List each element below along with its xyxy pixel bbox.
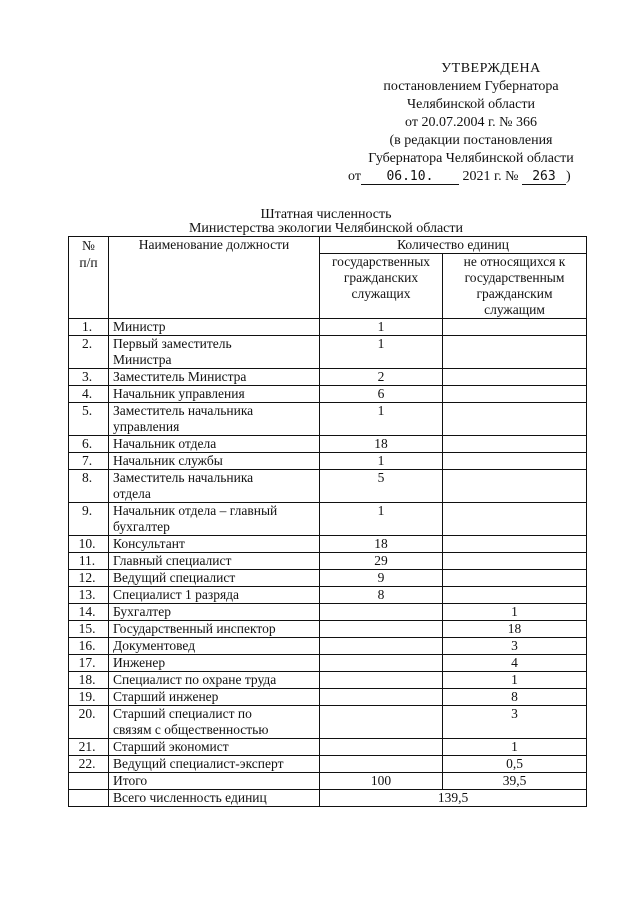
noncivil-count	[443, 503, 587, 536]
position-name: Ведущий специалист	[109, 570, 320, 587]
row-number: 4.	[69, 386, 109, 403]
table-row	[69, 369, 587, 386]
row-number: 6.	[69, 436, 109, 453]
position-name: Специалист по охране труда	[109, 672, 320, 689]
position-name: Старший инженер	[109, 689, 320, 706]
noncivil-count	[443, 470, 587, 503]
approval-date-line	[340, 168, 602, 186]
noncivil-count	[443, 436, 587, 453]
row-number: 7.	[69, 453, 109, 470]
civil-count: 29	[320, 553, 443, 570]
civil-count: 2	[320, 369, 443, 386]
noncivil-count: 1	[443, 672, 587, 689]
position-name: Начальник службы	[109, 453, 320, 470]
position-name: Старший специалист по связям с общественностью	[109, 706, 320, 739]
table-row	[69, 638, 587, 655]
row-number: 10.	[69, 536, 109, 553]
noncivil-count: 3	[443, 638, 587, 655]
row-number: 1.	[69, 319, 109, 336]
table-row	[69, 689, 587, 706]
staff-table	[68, 236, 587, 807]
document-subtitle: Министерства экологии Челябинской области	[188, 221, 463, 236]
noncivil-count: 3	[443, 706, 587, 739]
approval-year-text: 2021 г. №	[462, 169, 519, 184]
header-noncivil: не относящихся к государственным гражданским служащим	[443, 254, 587, 319]
table-row	[69, 503, 587, 536]
position-name: Начальник отдела – главный бухгалтер	[109, 503, 320, 536]
total-noncivil: 39,5	[443, 773, 587, 790]
approval-closing-paren: )	[565, 169, 571, 184]
noncivil-count	[443, 536, 587, 553]
row-number: 15.	[69, 621, 109, 638]
position-name: Министр	[109, 319, 320, 336]
table-row	[69, 403, 587, 436]
noncivil-count: 8	[443, 689, 587, 706]
total-num-cell	[69, 773, 109, 790]
table-row	[69, 536, 587, 553]
row-number: 17.	[69, 655, 109, 672]
civil-count: 1	[320, 319, 443, 336]
table-row	[69, 587, 587, 604]
civil-count: 6	[320, 386, 443, 403]
row-number: 21.	[69, 739, 109, 756]
civil-count	[320, 672, 443, 689]
row-number: 5.	[69, 403, 109, 436]
noncivil-count: 1	[443, 739, 587, 756]
header-name: Наименование должности	[109, 237, 320, 319]
noncivil-count	[443, 369, 587, 386]
civil-count: 5	[320, 470, 443, 503]
grand-total-row	[69, 790, 587, 807]
row-number: 13.	[69, 587, 109, 604]
civil-count: 1	[320, 403, 443, 436]
position-name: Начальник отдела	[109, 436, 320, 453]
approval-line: (в редакции постановления	[389, 133, 553, 148]
table-row	[69, 570, 587, 587]
approval-line: от 20.07.2004 г. № 366	[405, 115, 537, 130]
table-row	[69, 621, 587, 638]
table-row	[69, 319, 587, 336]
approval-line: Челябинской области	[407, 97, 535, 112]
position-name: Заместитель Министра	[109, 369, 320, 386]
row-number: 8.	[69, 470, 109, 503]
total-label: Итого	[109, 773, 320, 790]
document-title: Штатная численность	[260, 207, 392, 222]
header-civil: государственных гражданских служащих	[320, 254, 443, 319]
position-name: Главный специалист	[109, 553, 320, 570]
position-name: Заместитель начальника управления	[109, 403, 320, 436]
row-number: 3.	[69, 369, 109, 386]
table-row	[69, 436, 587, 453]
noncivil-count: 0,5	[443, 756, 587, 773]
civil-count: 1	[320, 503, 443, 536]
position-name: Инженер	[109, 655, 320, 672]
row-number: 20.	[69, 706, 109, 739]
header-quantity: Количество единиц	[320, 237, 587, 254]
table-row	[69, 655, 587, 672]
approval-heading: УТВЕРЖДЕНА	[441, 61, 541, 76]
noncivil-count	[443, 336, 587, 369]
table-row	[69, 604, 587, 621]
table-row	[69, 453, 587, 470]
header-num: № п/п	[69, 237, 109, 319]
noncivil-count	[443, 319, 587, 336]
position-name: Бухгалтер	[109, 604, 320, 621]
approval-line: Губернатора Челябинской области	[368, 151, 574, 166]
position-name: Первый заместитель Министра	[109, 336, 320, 369]
position-name: Государственный инспектор	[109, 621, 320, 638]
noncivil-count	[443, 553, 587, 570]
approval-date-prefix: от	[348, 169, 361, 184]
approval-line: постановлением Губернатора	[383, 79, 559, 94]
table-row	[69, 739, 587, 756]
row-number: 12.	[69, 570, 109, 587]
grand-total-value: 139,5	[320, 790, 587, 807]
noncivil-count	[443, 587, 587, 604]
position-name: Консультант	[109, 536, 320, 553]
civil-count: 1	[320, 336, 443, 369]
position-name: Начальник управления	[109, 386, 320, 403]
table-row	[69, 672, 587, 689]
row-number: 14.	[69, 604, 109, 621]
row-number: 19.	[69, 689, 109, 706]
civil-count	[320, 621, 443, 638]
position-name: Документовед	[109, 638, 320, 655]
row-number: 22.	[69, 756, 109, 773]
civil-count	[320, 756, 443, 773]
total-civil: 100	[320, 773, 443, 790]
civil-count: 9	[320, 570, 443, 587]
civil-count	[320, 638, 443, 655]
civil-count: 8	[320, 587, 443, 604]
noncivil-count	[443, 570, 587, 587]
row-number: 18.	[69, 672, 109, 689]
civil-count	[320, 706, 443, 739]
noncivil-count	[443, 403, 587, 436]
total-row	[69, 773, 587, 790]
noncivil-count	[443, 386, 587, 403]
row-number: 9.	[69, 503, 109, 536]
table-row	[69, 706, 587, 739]
row-number: 16.	[69, 638, 109, 655]
civil-count: 18	[320, 536, 443, 553]
table-row	[69, 553, 587, 570]
position-name: Старший экономист	[109, 739, 320, 756]
grand-total-label: Всего численность единиц	[109, 790, 320, 807]
approval-stamp	[340, 60, 602, 186]
civil-count: 18	[320, 436, 443, 453]
table-row	[69, 470, 587, 503]
table-row	[69, 386, 587, 403]
position-name: Ведущий специалист-эксперт	[109, 756, 320, 773]
table-row	[69, 756, 587, 773]
approval-number-field: 263	[522, 169, 566, 185]
approval-date-field: 06.10.	[361, 169, 459, 185]
position-name: Заместитель начальника отдела	[109, 470, 320, 503]
civil-count	[320, 739, 443, 756]
noncivil-count: 4	[443, 655, 587, 672]
grand-total-num-cell	[69, 790, 109, 807]
civil-count	[320, 689, 443, 706]
table-body	[69, 319, 587, 773]
civil-count	[320, 604, 443, 621]
position-name: Специалист 1 разряда	[109, 587, 320, 604]
civil-count: 1	[320, 453, 443, 470]
noncivil-count	[443, 453, 587, 470]
noncivil-count: 18	[443, 621, 587, 638]
row-number: 2.	[69, 336, 109, 369]
civil-count	[320, 655, 443, 672]
table-row	[69, 336, 587, 369]
noncivil-count: 1	[443, 604, 587, 621]
row-number: 11.	[69, 553, 109, 570]
